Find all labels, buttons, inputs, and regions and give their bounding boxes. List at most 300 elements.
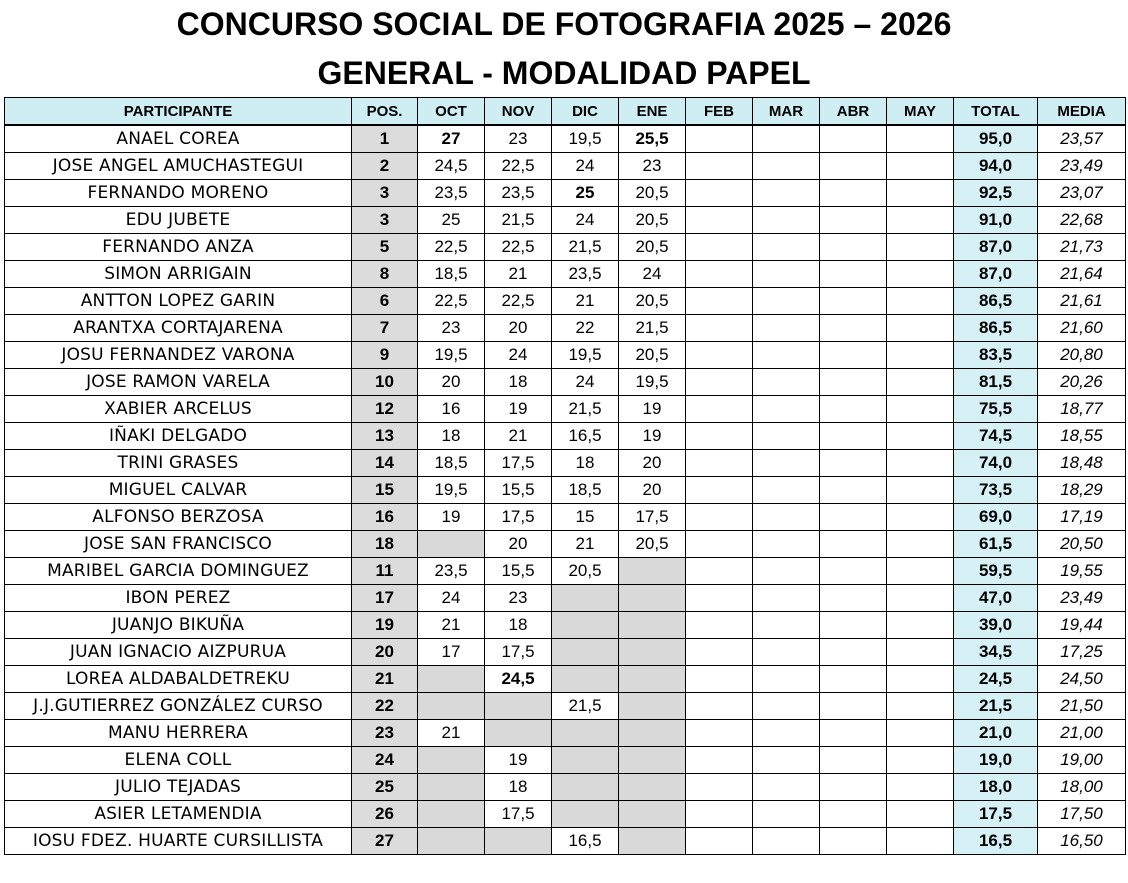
score-may — [887, 666, 954, 693]
score-nov — [485, 693, 552, 720]
score-feb — [686, 828, 753, 855]
participant-name: ANAEL COREA — [5, 125, 352, 153]
score-abr — [820, 612, 887, 639]
total-cell: 86,5 — [954, 315, 1038, 342]
position-cell: 7 — [352, 315, 418, 342]
table-row — [5, 585, 1126, 612]
score-ene — [619, 774, 686, 801]
score-dic: 21 — [552, 531, 619, 558]
table-row — [5, 180, 1126, 207]
score-may — [887, 369, 954, 396]
position-cell: 17 — [352, 585, 418, 612]
score-feb — [686, 477, 753, 504]
score-dic: 16,5 — [552, 423, 619, 450]
score-dic: 18 — [552, 450, 619, 477]
score-mar — [753, 585, 820, 612]
media-cell: 18,00 — [1038, 774, 1126, 801]
participant-name: ELENA COLL — [5, 747, 352, 774]
score-dic: 16,5 — [552, 828, 619, 855]
media-cell: 23,49 — [1038, 585, 1126, 612]
position-cell: 9 — [352, 342, 418, 369]
score-oct: 19 — [418, 504, 485, 531]
media-cell: 17,25 — [1038, 639, 1126, 666]
header-row — [5, 98, 1126, 126]
score-nov: 24 — [485, 342, 552, 369]
total-cell: 87,0 — [954, 234, 1038, 261]
total-cell: 21,5 — [954, 693, 1038, 720]
table-row — [5, 396, 1126, 423]
position-cell: 2 — [352, 153, 418, 180]
position-cell: 18 — [352, 531, 418, 558]
col-header-oct: OCT — [418, 98, 485, 126]
total-cell: 24,5 — [954, 666, 1038, 693]
score-ene — [619, 639, 686, 666]
position-cell: 21 — [352, 666, 418, 693]
score-mar — [753, 531, 820, 558]
position-cell: 15 — [352, 477, 418, 504]
col-header-ene: ENE — [619, 98, 686, 126]
score-abr — [820, 315, 887, 342]
media-cell: 18,29 — [1038, 477, 1126, 504]
score-abr — [820, 585, 887, 612]
score-feb — [686, 153, 753, 180]
col-header-total: TOTAL — [954, 98, 1038, 126]
score-abr — [820, 288, 887, 315]
position-cell: 6 — [352, 288, 418, 315]
score-dic: 23,5 — [552, 261, 619, 288]
participant-name: TRINI GRASES — [5, 450, 352, 477]
table-row — [5, 531, 1126, 558]
participant-name: EDU JUBETE — [5, 207, 352, 234]
score-oct: 16 — [418, 396, 485, 423]
position-cell: 1 — [352, 125, 418, 153]
score-mar — [753, 666, 820, 693]
score-nov: 17,5 — [485, 639, 552, 666]
media-cell: 16,50 — [1038, 828, 1126, 855]
score-mar — [753, 747, 820, 774]
score-nov: 22,5 — [485, 234, 552, 261]
total-cell: 86,5 — [954, 288, 1038, 315]
score-oct: 24 — [418, 585, 485, 612]
score-ene: 25,5 — [619, 125, 686, 153]
table-row — [5, 720, 1126, 747]
score-ene: 19 — [619, 423, 686, 450]
score-abr — [820, 450, 887, 477]
score-nov: 15,5 — [485, 477, 552, 504]
position-cell: 13 — [352, 423, 418, 450]
total-cell: 87,0 — [954, 261, 1038, 288]
score-dic — [552, 801, 619, 828]
media-cell: 23,07 — [1038, 180, 1126, 207]
table-row — [5, 261, 1126, 288]
score-mar — [753, 315, 820, 342]
score-ene: 20 — [619, 450, 686, 477]
score-oct: 23 — [418, 315, 485, 342]
media-cell: 18,55 — [1038, 423, 1126, 450]
total-cell: 94,0 — [954, 153, 1038, 180]
score-mar — [753, 261, 820, 288]
table-row — [5, 288, 1126, 315]
position-cell: 14 — [352, 450, 418, 477]
score-may — [887, 585, 954, 612]
media-cell: 21,60 — [1038, 315, 1126, 342]
total-cell: 74,0 — [954, 450, 1038, 477]
score-nov: 21 — [485, 261, 552, 288]
score-feb — [686, 531, 753, 558]
participant-name: MARIBEL GARCIA DOMINGUEZ — [5, 558, 352, 585]
score-abr — [820, 720, 887, 747]
score-oct — [418, 531, 485, 558]
media-cell: 20,80 — [1038, 342, 1126, 369]
score-abr — [820, 423, 887, 450]
score-ene — [619, 585, 686, 612]
score-may — [887, 396, 954, 423]
position-cell: 20 — [352, 639, 418, 666]
score-may — [887, 423, 954, 450]
score-dic: 15 — [552, 504, 619, 531]
score-ene — [619, 693, 686, 720]
media-cell: 21,73 — [1038, 234, 1126, 261]
score-abr — [820, 342, 887, 369]
total-cell: 81,5 — [954, 369, 1038, 396]
score-dic: 20,5 — [552, 558, 619, 585]
score-feb — [686, 396, 753, 423]
score-nov — [485, 720, 552, 747]
score-abr — [820, 504, 887, 531]
score-mar — [753, 153, 820, 180]
score-may — [887, 477, 954, 504]
table-row — [5, 666, 1126, 693]
media-cell: 19,44 — [1038, 612, 1126, 639]
score-may — [887, 207, 954, 234]
table-row — [5, 639, 1126, 666]
score-oct: 27 — [418, 125, 485, 153]
score-feb — [686, 369, 753, 396]
participant-name: J.J.GUTIERREZ GONZÁLEZ CURSO — [5, 693, 352, 720]
col-header-media: MEDIA — [1038, 98, 1126, 126]
score-mar — [753, 693, 820, 720]
total-cell: 16,5 — [954, 828, 1038, 855]
table-row — [5, 693, 1126, 720]
score-oct — [418, 774, 485, 801]
score-nov: 21,5 — [485, 207, 552, 234]
score-abr — [820, 369, 887, 396]
score-feb — [686, 423, 753, 450]
position-cell: 16 — [352, 504, 418, 531]
score-nov: 23,5 — [485, 180, 552, 207]
score-feb — [686, 639, 753, 666]
score-dic: 21,5 — [552, 234, 619, 261]
score-dic — [552, 612, 619, 639]
page-subtitle: GENERAL - MODALIDAD PAPEL — [317, 55, 811, 91]
score-feb — [686, 774, 753, 801]
score-feb — [686, 234, 753, 261]
score-ene — [619, 720, 686, 747]
score-ene — [619, 666, 686, 693]
table-row — [5, 801, 1126, 828]
position-cell: 25 — [352, 774, 418, 801]
score-feb — [686, 288, 753, 315]
participant-name: JOSE SAN FRANCISCO — [5, 531, 352, 558]
score-nov: 18 — [485, 369, 552, 396]
participant-name: IBON PEREZ — [5, 585, 352, 612]
table-row — [5, 369, 1126, 396]
score-may — [887, 720, 954, 747]
media-cell: 23,49 — [1038, 153, 1126, 180]
score-ene: 20 — [619, 477, 686, 504]
total-cell: 61,5 — [954, 531, 1038, 558]
score-oct: 21 — [418, 720, 485, 747]
media-cell: 21,61 — [1038, 288, 1126, 315]
score-oct: 25 — [418, 207, 485, 234]
score-oct: 18,5 — [418, 450, 485, 477]
score-mar — [753, 342, 820, 369]
score-nov: 19 — [485, 396, 552, 423]
score-feb — [686, 693, 753, 720]
table-body — [5, 125, 1126, 855]
score-feb — [686, 612, 753, 639]
score-mar — [753, 180, 820, 207]
score-dic: 21,5 — [552, 396, 619, 423]
score-dic: 21 — [552, 288, 619, 315]
score-feb — [686, 504, 753, 531]
score-dic: 24 — [552, 153, 619, 180]
score-nov — [485, 828, 552, 855]
score-mar — [753, 125, 820, 153]
participant-name: FERNANDO MORENO — [5, 180, 352, 207]
score-ene: 20,5 — [619, 342, 686, 369]
position-cell: 11 — [352, 558, 418, 585]
score-oct: 23,5 — [418, 180, 485, 207]
score-oct: 23,5 — [418, 558, 485, 585]
score-abr — [820, 801, 887, 828]
participant-name: JUAN IGNACIO AIZPURUA — [5, 639, 352, 666]
total-cell: 34,5 — [954, 639, 1038, 666]
total-cell: 18,0 — [954, 774, 1038, 801]
score-nov: 20 — [485, 315, 552, 342]
position-cell: 26 — [352, 801, 418, 828]
participant-name: JULIO TEJADAS — [5, 774, 352, 801]
score-may — [887, 288, 954, 315]
col-header-participante: PARTICIPANTE — [5, 98, 352, 126]
participant-name: JOSE ANGEL AMUCHASTEGUI — [5, 153, 352, 180]
score-nov: 18 — [485, 612, 552, 639]
score-abr — [820, 125, 887, 153]
media-cell: 21,00 — [1038, 720, 1126, 747]
score-may — [887, 828, 954, 855]
score-abr — [820, 828, 887, 855]
participant-name: SIMON ARRIGAIN — [5, 261, 352, 288]
score-abr — [820, 477, 887, 504]
score-may — [887, 342, 954, 369]
score-mar — [753, 774, 820, 801]
score-dic — [552, 720, 619, 747]
score-ene — [619, 612, 686, 639]
score-feb — [686, 720, 753, 747]
total-cell: 69,0 — [954, 504, 1038, 531]
participant-name: IOSU FDEZ. HUARTE CURSILLISTA — [5, 828, 352, 855]
score-mar — [753, 288, 820, 315]
score-oct: 18 — [418, 423, 485, 450]
score-feb — [686, 450, 753, 477]
col-header-abr: ABR — [820, 98, 887, 126]
score-oct: 17 — [418, 639, 485, 666]
score-mar — [753, 396, 820, 423]
score-ene: 21,5 — [619, 315, 686, 342]
score-ene — [619, 747, 686, 774]
media-cell: 20,26 — [1038, 369, 1126, 396]
position-cell: 24 — [352, 747, 418, 774]
score-nov: 24,5 — [485, 666, 552, 693]
score-may — [887, 450, 954, 477]
total-cell: 74,5 — [954, 423, 1038, 450]
score-abr — [820, 207, 887, 234]
table-row — [5, 125, 1126, 153]
col-header-may: MAY — [887, 98, 954, 126]
score-mar — [753, 207, 820, 234]
table-row — [5, 504, 1126, 531]
score-ene — [619, 558, 686, 585]
score-oct: 22,5 — [418, 234, 485, 261]
participant-name: LOREA ALDABALDETREKU — [5, 666, 352, 693]
score-oct: 20 — [418, 369, 485, 396]
participant-name: FERNANDO ANZA — [5, 234, 352, 261]
table-row — [5, 234, 1126, 261]
position-cell: 19 — [352, 612, 418, 639]
position-cell: 3 — [352, 180, 418, 207]
score-ene: 20,5 — [619, 234, 686, 261]
total-cell: 47,0 — [954, 585, 1038, 612]
score-dic: 19,5 — [552, 342, 619, 369]
position-cell: 5 — [352, 234, 418, 261]
participant-name: ALFONSO BERZOSA — [5, 504, 352, 531]
score-may — [887, 125, 954, 153]
score-nov: 18 — [485, 774, 552, 801]
score-feb — [686, 342, 753, 369]
participant-name: JOSE RAMON VARELA — [5, 369, 352, 396]
score-oct: 21 — [418, 612, 485, 639]
table-row — [5, 207, 1126, 234]
title-block — [0, 0, 1128, 93]
media-cell: 18,48 — [1038, 450, 1126, 477]
media-cell: 23,57 — [1038, 125, 1126, 153]
score-dic: 25 — [552, 180, 619, 207]
score-ene: 23 — [619, 153, 686, 180]
table-row — [5, 342, 1126, 369]
score-feb — [686, 207, 753, 234]
table-row — [5, 153, 1126, 180]
score-ene: 20,5 — [619, 531, 686, 558]
score-mar — [753, 234, 820, 261]
score-nov: 17,5 — [485, 450, 552, 477]
table-row — [5, 477, 1126, 504]
score-nov: 17,5 — [485, 504, 552, 531]
participant-name: ARANTXA CORTAJARENA — [5, 315, 352, 342]
total-cell: 75,5 — [954, 396, 1038, 423]
table-row — [5, 450, 1126, 477]
total-cell: 39,0 — [954, 612, 1038, 639]
col-header-pos: POS. — [352, 98, 418, 126]
score-nov: 22,5 — [485, 153, 552, 180]
score-mar — [753, 477, 820, 504]
table-row — [5, 774, 1126, 801]
score-ene — [619, 801, 686, 828]
score-mar — [753, 720, 820, 747]
score-nov: 15,5 — [485, 558, 552, 585]
score-feb — [686, 666, 753, 693]
position-cell: 8 — [352, 261, 418, 288]
score-dic: 19,5 — [552, 125, 619, 153]
score-dic: 24 — [552, 207, 619, 234]
score-oct — [418, 747, 485, 774]
score-mar — [753, 639, 820, 666]
score-may — [887, 693, 954, 720]
score-dic — [552, 774, 619, 801]
media-cell: 17,19 — [1038, 504, 1126, 531]
score-ene: 20,5 — [619, 207, 686, 234]
score-mar — [753, 558, 820, 585]
score-feb — [686, 125, 753, 153]
score-oct: 24,5 — [418, 153, 485, 180]
score-dic — [552, 747, 619, 774]
position-cell: 27 — [352, 828, 418, 855]
score-abr — [820, 558, 887, 585]
score-feb — [686, 261, 753, 288]
score-nov: 23 — [485, 585, 552, 612]
participant-name: XABIER ARCELUS — [5, 396, 352, 423]
score-abr — [820, 261, 887, 288]
media-cell: 24,50 — [1038, 666, 1126, 693]
page-title: CONCURSO SOCIAL DE FOTOGRAFIA 2025 – 2026 — [176, 6, 952, 42]
score-oct: 18,5 — [418, 261, 485, 288]
score-may — [887, 639, 954, 666]
table-row — [5, 315, 1126, 342]
score-mar — [753, 423, 820, 450]
score-mar — [753, 450, 820, 477]
score-nov: 17,5 — [485, 801, 552, 828]
participant-name: MIGUEL CALVAR — [5, 477, 352, 504]
participant-name: JUANJO BIKUÑA — [5, 612, 352, 639]
score-abr — [820, 639, 887, 666]
participant-name: IÑAKI DELGADO — [5, 423, 352, 450]
score-dic: 24 — [552, 369, 619, 396]
participant-name: JOSU FERNANDEZ VARONA — [5, 342, 352, 369]
score-oct — [418, 693, 485, 720]
position-cell: 3 — [352, 207, 418, 234]
position-cell: 10 — [352, 369, 418, 396]
score-feb — [686, 747, 753, 774]
score-may — [887, 531, 954, 558]
total-cell: 73,5 — [954, 477, 1038, 504]
score-abr — [820, 693, 887, 720]
score-ene: 20,5 — [619, 288, 686, 315]
score-dic — [552, 666, 619, 693]
score-ene: 19 — [619, 396, 686, 423]
score-abr — [820, 153, 887, 180]
media-cell: 18,77 — [1038, 396, 1126, 423]
score-feb — [686, 315, 753, 342]
score-may — [887, 315, 954, 342]
score-mar — [753, 828, 820, 855]
table-row — [5, 612, 1126, 639]
score-may — [887, 504, 954, 531]
score-oct: 19,5 — [418, 477, 485, 504]
score-oct — [418, 666, 485, 693]
score-nov: 22,5 — [485, 288, 552, 315]
total-cell: 91,0 — [954, 207, 1038, 234]
col-header-feb: FEB — [686, 98, 753, 126]
media-cell: 22,68 — [1038, 207, 1126, 234]
